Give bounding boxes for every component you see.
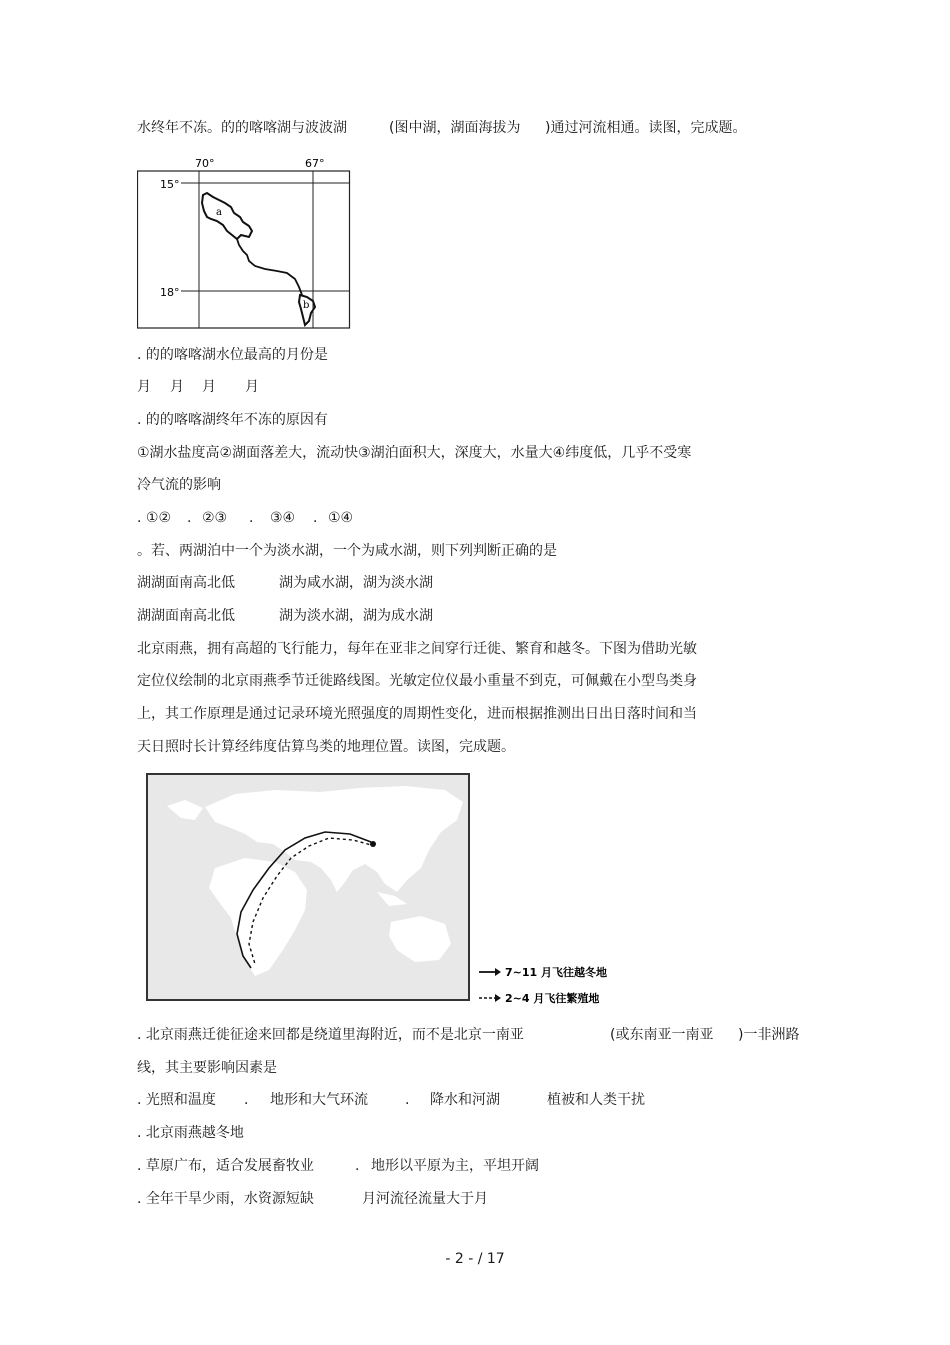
q1-stem: . 的的喀喀湖水位最高的月份是 [137,347,328,363]
q2-option-a: . ①② [137,510,172,526]
q5-dot: . [355,1158,360,1174]
q2-option-c: ③④ [270,510,296,526]
swift-migration-map [145,772,615,1008]
q2-dot-2: . [249,510,254,526]
q2-dot-1: . [187,510,192,526]
q5-option-c: . 全年干旱少雨，水资源短缺 [137,1191,314,1207]
q3-option2-b: 湖为淡水湖，湖为成水湖 [279,608,433,624]
passage2-line2: 定位仪绘制的北京雨燕季节迁徙路线图。光敏定位仪最小重量不到克，可佩戴在小型鸟类身 [137,673,697,689]
q3-stem: 。若、两湖泊中一个为淡水湖，一个为咸水湖，则下列判断正确的是 [137,543,557,559]
q1-option-d: 月 [245,379,259,395]
q3-option1-a: 湖湖面南高北低 [137,575,235,591]
q3-option2-a: 湖湖面南高北低 [137,608,235,624]
q5-option-d: 月河流径流量大于月 [362,1191,488,1207]
intro-text-end: )通过河流相通。读图，完成题。 [545,120,747,136]
q3-option1-b: 湖为咸水湖，湖为淡水湖 [279,575,433,591]
q4-option-c: 降水和河湖 [430,1092,500,1108]
passage2-line4: 天日照时长计算经纬度估算鸟类的地理位置。读图，完成题。 [137,739,515,755]
legend-dashed-label: 2~4 月飞往繁殖地 [505,992,600,1005]
q2-choices-line1: ①湖水盐度高②湖面落差大，流动快③湖泊面积大，深度大，水量大④纬度低，几乎不受寒 [137,445,692,461]
lake-a-label: a [216,207,222,218]
q2-dot-3: . [313,510,318,526]
legend-solid-arrowhead [495,968,501,976]
q2-option-d: ①④ [328,510,354,526]
intro-text-paren: (图中湖，湖面海拔为 [389,120,521,136]
q4-stem-b: (或东南亚一南亚 [610,1027,714,1043]
q4-stem-a: . 北京雨燕迁徙征途来回都是绕道里海附近，而不是北京一南亚 [137,1027,524,1043]
q5-stem: . 北京雨燕越冬地 [137,1125,244,1141]
q4-stem-c: )一非洲路 [738,1027,800,1043]
q4-option-b: 地形和大气环流 [270,1092,368,1108]
q5-option-a: . 草原广布，适合发展畜牧业 [137,1158,314,1174]
lon-label-right: 67° [305,157,325,170]
passage2-line1: 北京雨燕，拥有高超的飞行能力，每年在亚非之间穿行迁徙、繁育和越冬。下图为借助光敏 [137,641,697,657]
q5-option-b: 地形以平原为主，平坦开阔 [371,1158,539,1174]
lake-b-label: b [303,300,310,311]
passage2-line3: 上，其工作原理是通过记录环境光照强度的周期性变化，进而根据推测出日出日落时间和当 [137,706,697,722]
q1-option-c: 月 [202,379,216,395]
q1-option-a: 月 [137,379,151,395]
q1-option-b: 月 [170,379,184,395]
q4-option-a: . 光照和温度 [137,1092,216,1108]
lat-label-top: 15° [160,178,180,191]
q4-dot-2: . [405,1092,410,1108]
lon-label-left: 70° [195,157,215,170]
lake-map-figure [137,155,357,330]
legend-dashed-arrowhead [495,994,501,1002]
q2-choices-line2: 冷气流的影响 [137,477,221,493]
lat-label-bottom: 18° [160,286,180,299]
q2-stem: . 的的喀喀湖终年不冻的原因有 [137,412,328,428]
page-number: - 2 - / 17 [445,1251,505,1267]
beijing-marker [370,841,376,847]
q4-dot-1: . [244,1092,249,1108]
intro-text: 水终年不冻。的的喀喀湖与波波湖 [137,120,347,136]
q4-option-d: 植被和人类干扰 [547,1092,645,1108]
legend-solid-label: 7~11 月飞往越冬地 [505,966,608,979]
q2-option-b: ②③ [202,510,228,526]
q4-stem-line2: 线，其主要影响因素是 [137,1060,277,1076]
